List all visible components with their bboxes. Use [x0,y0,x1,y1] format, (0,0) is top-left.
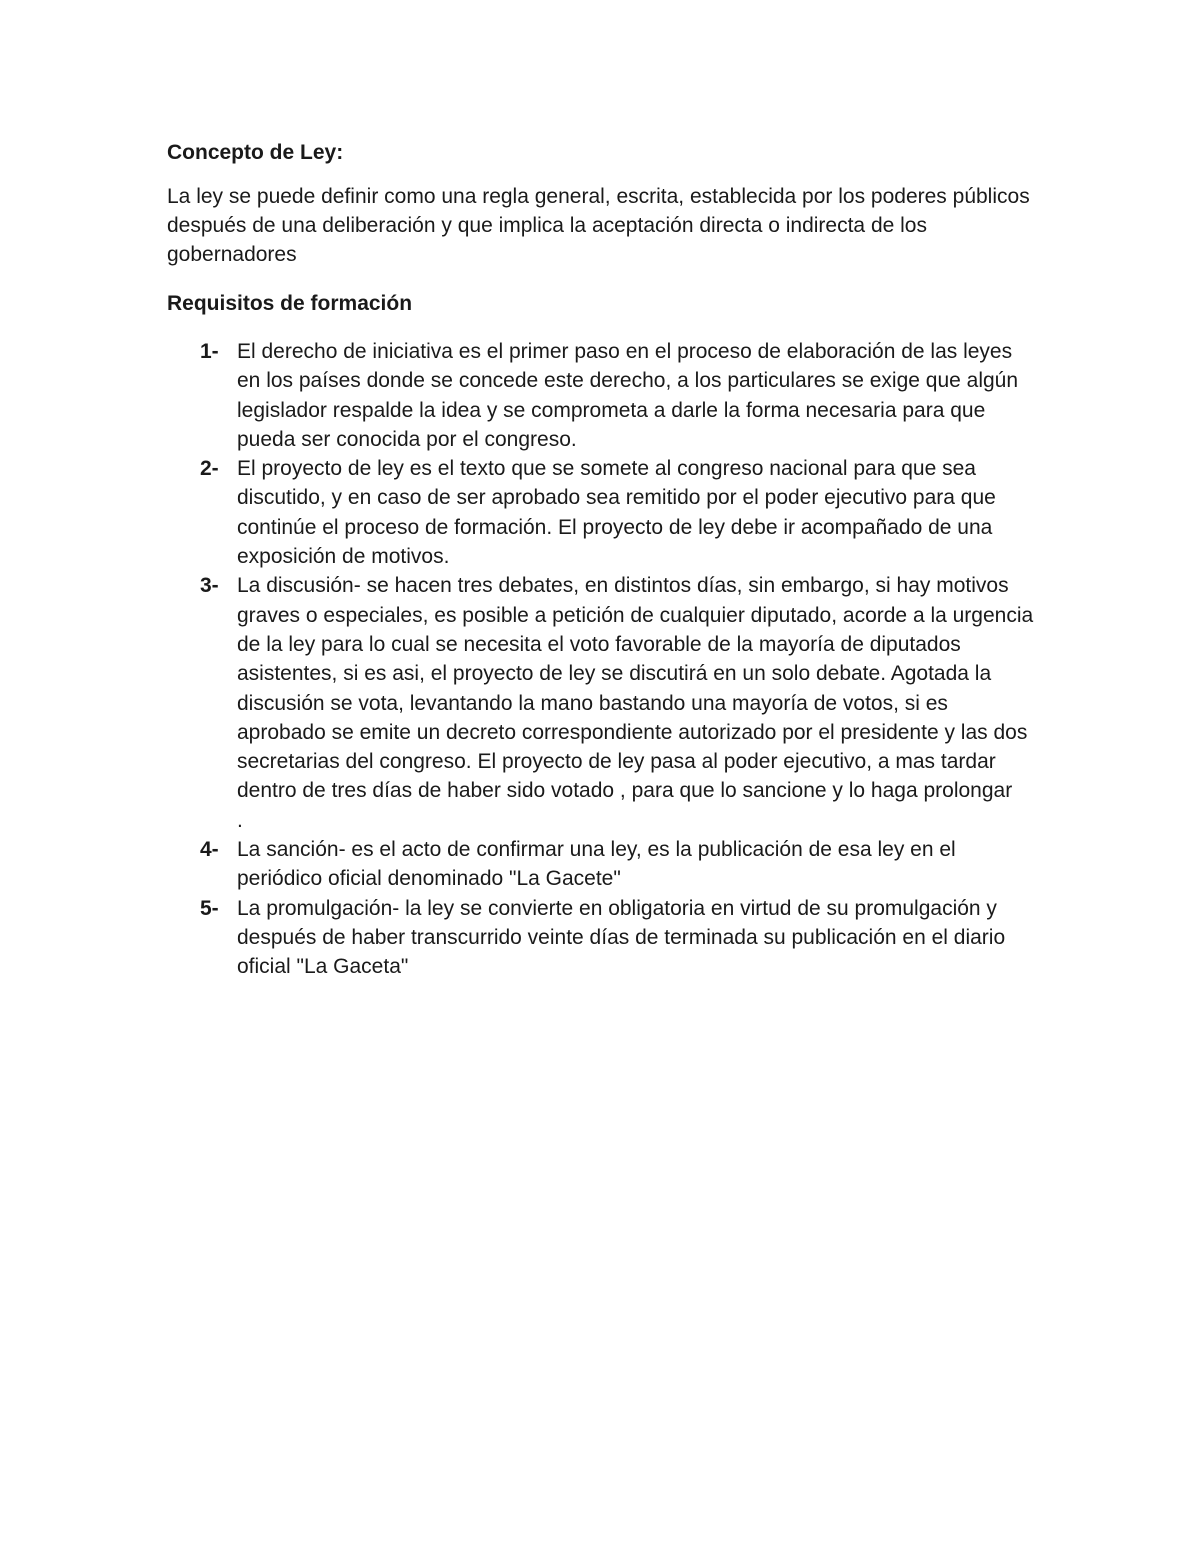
list-item [167,337,1037,454]
section-title-requisitos: Requisitos de formación [167,292,413,315]
list-item-number: 5- [200,896,219,920]
requisitos-list [167,337,1037,982]
section-title-concepto: Concepto de Ley: [167,141,344,164]
list-item-number: 2- [200,457,219,481]
list-item [167,454,1037,571]
list-item [167,571,1037,835]
list-item-number: 3- [200,574,219,598]
document-content [167,138,1037,982]
list-item-text: La sanción- es el acto de confirmar una ley, es la publicación de esa ley en el periódico oficial denominado "La Gacete" [237,838,956,891]
list-item-trailing-period: . [237,808,243,832]
list-item-text: El proyecto de ley es el texto que se somete al congreso nacional para que sea discutido, y en caso de ser aprobado sea remitido por el poder ejecutivo para que continúe el proceso de formación. El proyecto de ley debe ir acompañado de una exposición de motivos. [237,457,996,569]
list-item-text: El derecho de iniciativa es el primer paso en el proceso de elaboración de las leyes en los países donde se concede este derecho, a los particulares se exige que algún legislador respalde la idea y se comprometa a darle la forma necesaria para que pueda ser conocida por el congreso. [237,340,1019,451]
list-item-number: 1- [200,340,219,363]
list-item-text: La discusión- se hacen tres debates, en distintos días, sin embargo, si hay motivos graves o especiales, es posible a petición de cualquier diputado, acorde a la urgencia de la ley para lo cual se necesita el voto favorable de la mayoría de diputados asistentes, si es asi, el proyecto de ley se discutirá en un solo debate. Agotada la discusión se vota, levantando la mano bastando una mayoría de votos, si es aprobado se emite un decreto correspondiente autorizado por el presidente y las dos secretarias del congreso. El proyecto de ley pasa al poder ejecutivo, a mas tardar dentro de tres días de haber sido votado , para que lo sancione y lo haga prolongar [237,574,1034,803]
list-item [167,894,1037,982]
list-item [167,835,1037,894]
list-item-number: 4- [200,838,219,862]
section-body-concepto: La ley se puede definir como una regla general, escrita, establecida por los poderes públicos después de una deliberación y que implica la aceptación directa o indirecta de los gobernadores [167,185,1030,266]
list-item-text: La promulgación- la ley se convierte en obligatoria en virtud de su promulgación y después de haber transcurrido veinte días de terminada su publicación en el diario oficial "La Gaceta" [237,896,1006,979]
